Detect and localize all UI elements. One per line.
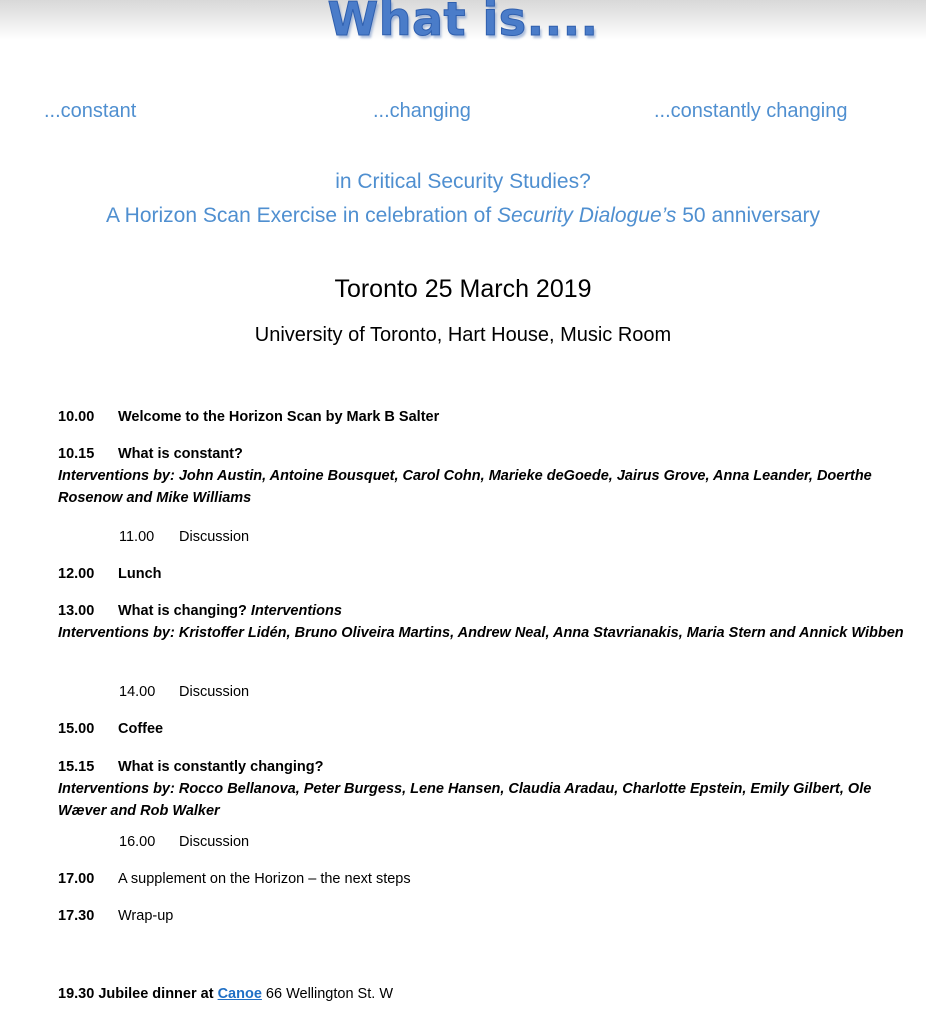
heading-line2 bbox=[0, 204, 926, 228]
item-time: 16.00 bbox=[119, 834, 156, 850]
item-text: What is constantly changing? bbox=[118, 759, 324, 775]
heading-line2-prefix: A Horizon Scan Exercise in celebration of bbox=[106, 204, 498, 227]
dinner-address: 66 Wellington St. W bbox=[261, 986, 394, 1002]
heading-line2-suffix: 50 anniversary bbox=[676, 204, 820, 227]
item-time: 12.00 bbox=[58, 566, 95, 582]
program-item-constant bbox=[58, 443, 918, 509]
item-text: Coffee bbox=[118, 721, 164, 737]
item-text: Wrap-up bbox=[118, 908, 174, 924]
item-time: 10.00 bbox=[58, 409, 95, 425]
program-item-lunch bbox=[58, 563, 918, 585]
program-item-dinner bbox=[58, 983, 918, 1005]
item-text: Discussion bbox=[179, 834, 250, 850]
program-item-changing bbox=[58, 600, 918, 644]
program-item-wrap-up bbox=[58, 905, 918, 927]
program-item-discussion-2 bbox=[119, 684, 249, 700]
item-text-italic: Interventions bbox=[250, 603, 342, 619]
subtitle-changing: ...changing bbox=[373, 100, 471, 122]
dinner-text: 19.30 Jubilee dinner at bbox=[58, 986, 218, 1002]
event-date: Toronto 25 March 2019 bbox=[334, 275, 592, 303]
interventions-list: Interventions by: Kristoffer Lidén, Bruno Oliveira Martins, Andrew Neal, Anna Stavrianakis, Maria Stern and Annick Wibben bbox=[58, 625, 904, 641]
item-text: Discussion bbox=[179, 529, 250, 545]
item-text: Welcome to the Horizon Scan by Mark B Salter bbox=[118, 409, 440, 425]
item-text: What is constant? bbox=[118, 446, 243, 462]
interventions-list: Interventions by: John Austin, Antoine Bousquet, Carol Cohn, Marieke deGoede, Jairus Grove, Anna Leander, Doerthe Rosenow and Mike Williams bbox=[58, 468, 872, 506]
canoe-link[interactable]: Canoe bbox=[217, 986, 262, 1002]
item-time: 14.00 bbox=[119, 684, 156, 700]
item-text: A supplement on the Horizon – the next steps bbox=[118, 871, 411, 887]
item-text: Discussion bbox=[179, 684, 250, 700]
item-text: Lunch bbox=[118, 566, 162, 582]
item-time: 10.15 bbox=[58, 446, 95, 462]
program-item-discussion-3 bbox=[119, 834, 249, 850]
item-time: 15.15 bbox=[58, 759, 95, 775]
event-venue: University of Toronto, Hart House, Music Room bbox=[254, 324, 672, 346]
program-item-constantly bbox=[58, 756, 918, 822]
item-time: 13.00 bbox=[58, 603, 95, 619]
heading-line1: in Critical Security Studies? bbox=[335, 170, 591, 193]
program-item-discussion-1 bbox=[119, 529, 249, 545]
program-item-welcome bbox=[58, 406, 918, 428]
item-time: 15.00 bbox=[58, 721, 95, 737]
interventions-list: Interventions by: Rocco Bellanova, Peter Burgess, Lene Hansen, Claudia Aradau, Charlotte Epstein, Emily Gilbert, Ole Wæver and Rob Walker bbox=[58, 781, 872, 819]
item-time: 17.00 bbox=[58, 871, 95, 887]
item-time: 17.30 bbox=[58, 908, 95, 924]
subtitle-constantly-changing: ...constantly changing bbox=[654, 100, 848, 122]
subtitle-constant: ...constant bbox=[44, 100, 137, 122]
page-title: What is.... bbox=[327, 0, 599, 46]
program-item-supplement bbox=[58, 868, 918, 890]
journal-name: Security Dialogue’s bbox=[497, 204, 677, 227]
program-item-coffee bbox=[58, 718, 918, 740]
item-time: 11.00 bbox=[119, 529, 155, 545]
item-text: What is changing? bbox=[118, 603, 247, 619]
